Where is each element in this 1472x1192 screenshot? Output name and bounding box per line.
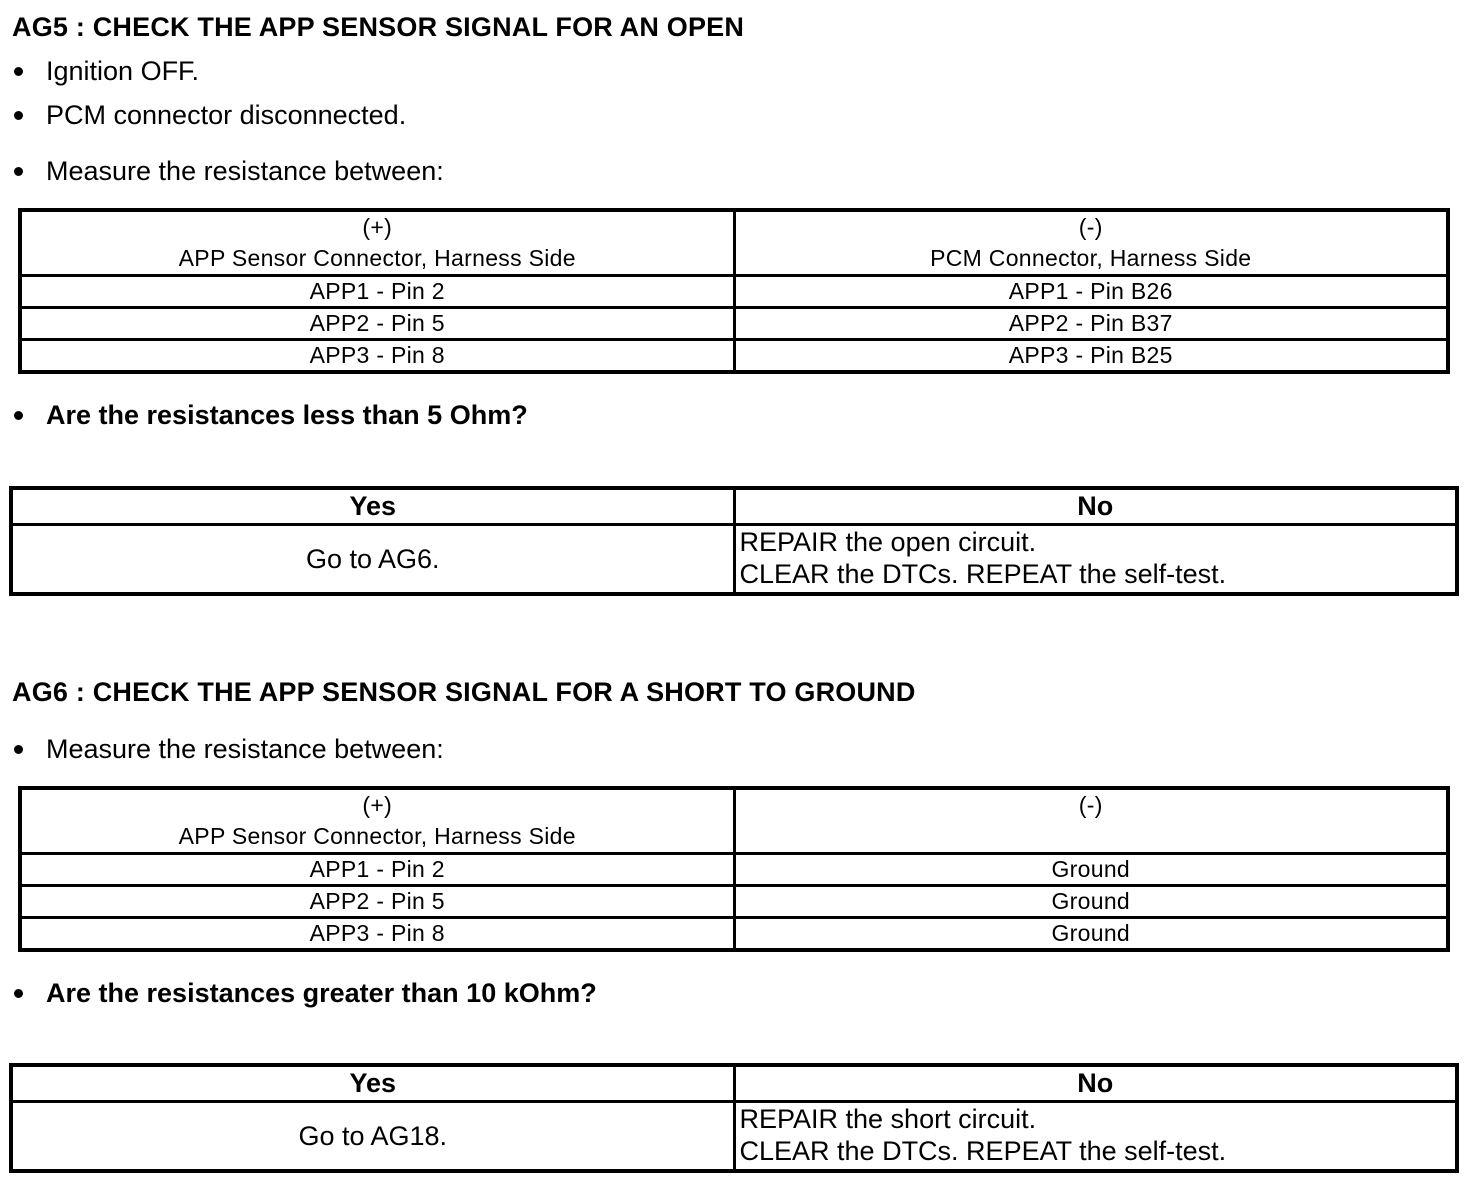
header-label: APP Sensor Connector, Harness Side [178,823,576,849]
table-cell: APP1 - Pin B26 [734,276,1448,308]
ag5-question [12,400,528,431]
yes-header: Yes [11,488,734,525]
table-cell: APP2 - Pin 5 [20,886,734,918]
question-text: Are the resistances greater than 10 kOhm? [46,978,597,1008]
header-positive-cell [20,788,734,854]
result-header-row [11,1065,1457,1102]
table-cell: APP1 - Pin 2 [20,276,734,308]
step-text: Measure the resistance between: [46,156,444,186]
table-cell: APP2 - Pin 5 [20,308,734,340]
no-action-line: CLEAR the DTCs. REPEAT the self-test. [739,1136,1227,1166]
negative-symbol: (-) [1078,792,1103,818]
ag6-measurement-table [18,786,1450,952]
ag6-result-table [9,1063,1459,1173]
step-text: PCM connector disconnected. [46,100,407,130]
table-cell: APP3 - Pin 8 [20,340,734,373]
ag5-step-pcm-disconnected [12,100,406,131]
table-cell: APP2 - Pin B37 [734,308,1448,340]
positive-symbol: (+) [362,792,393,818]
ag6-question [12,978,597,1009]
table-header-row [20,210,1448,276]
table-row [20,340,1448,373]
positive-symbol: (+) [362,214,393,240]
ag5-title: AG5 : CHECK THE APP SENSOR SIGNAL FOR AN OPEN [12,12,745,42]
yes-action: Go to AG6. [11,525,734,595]
table-row [20,854,1448,886]
result-body-row [11,525,1457,595]
table-cell: Ground [734,854,1448,886]
no-action-line: CLEAR the DTCs. REPEAT the self-test. [739,559,1227,589]
table-cell: Ground [734,918,1448,951]
bullet-icon [14,411,23,420]
table-row [20,308,1448,340]
header-negative-cell [734,210,1448,276]
ag5-step-measure [12,156,444,187]
no-action-line: REPAIR the open circuit. [739,527,1037,557]
yes-action: Go to AG18. [11,1102,734,1172]
no-header: No [734,1065,1457,1102]
yes-header: Yes [11,1065,734,1102]
question-text: Are the resistances less than 5 Ohm? [46,400,528,430]
header-positive-cell [20,210,734,276]
bullet-icon [14,111,23,120]
table-cell: Ground [734,886,1448,918]
no-action [734,525,1457,595]
table-row [20,886,1448,918]
table-cell: APP3 - Pin B25 [734,340,1448,373]
table-row [20,918,1448,951]
step-text: Measure the resistance between: [46,734,444,764]
header-label: APP Sensor Connector, Harness Side [178,245,576,271]
ag5-result-table [9,486,1459,596]
header-label: PCM Connector, Harness Side [930,245,1252,271]
table-row [20,276,1448,308]
table-cell: APP3 - Pin 8 [20,918,734,951]
ag6-step-measure [12,734,444,765]
result-body-row [11,1102,1457,1172]
ag6-title: AG6 : CHECK THE APP SENSOR SIGNAL FOR A SHORT TO GROUND [12,677,916,707]
ag5-step-ignition-off [12,56,199,87]
ag5-measurement-table [18,208,1450,374]
step-text: Ignition OFF. [46,56,200,86]
bullet-icon [14,989,23,998]
no-header: No [734,488,1457,525]
bullet-icon [14,745,23,754]
no-action [734,1102,1457,1172]
header-negative-cell [734,788,1448,854]
bullet-icon [14,167,23,176]
bullet-icon [14,67,23,76]
table-header-row [20,788,1448,854]
table-cell: APP1 - Pin 2 [20,854,734,886]
result-header-row [11,488,1457,525]
no-action-line: REPAIR the short circuit. [739,1104,1037,1134]
negative-symbol: (-) [1078,214,1103,240]
